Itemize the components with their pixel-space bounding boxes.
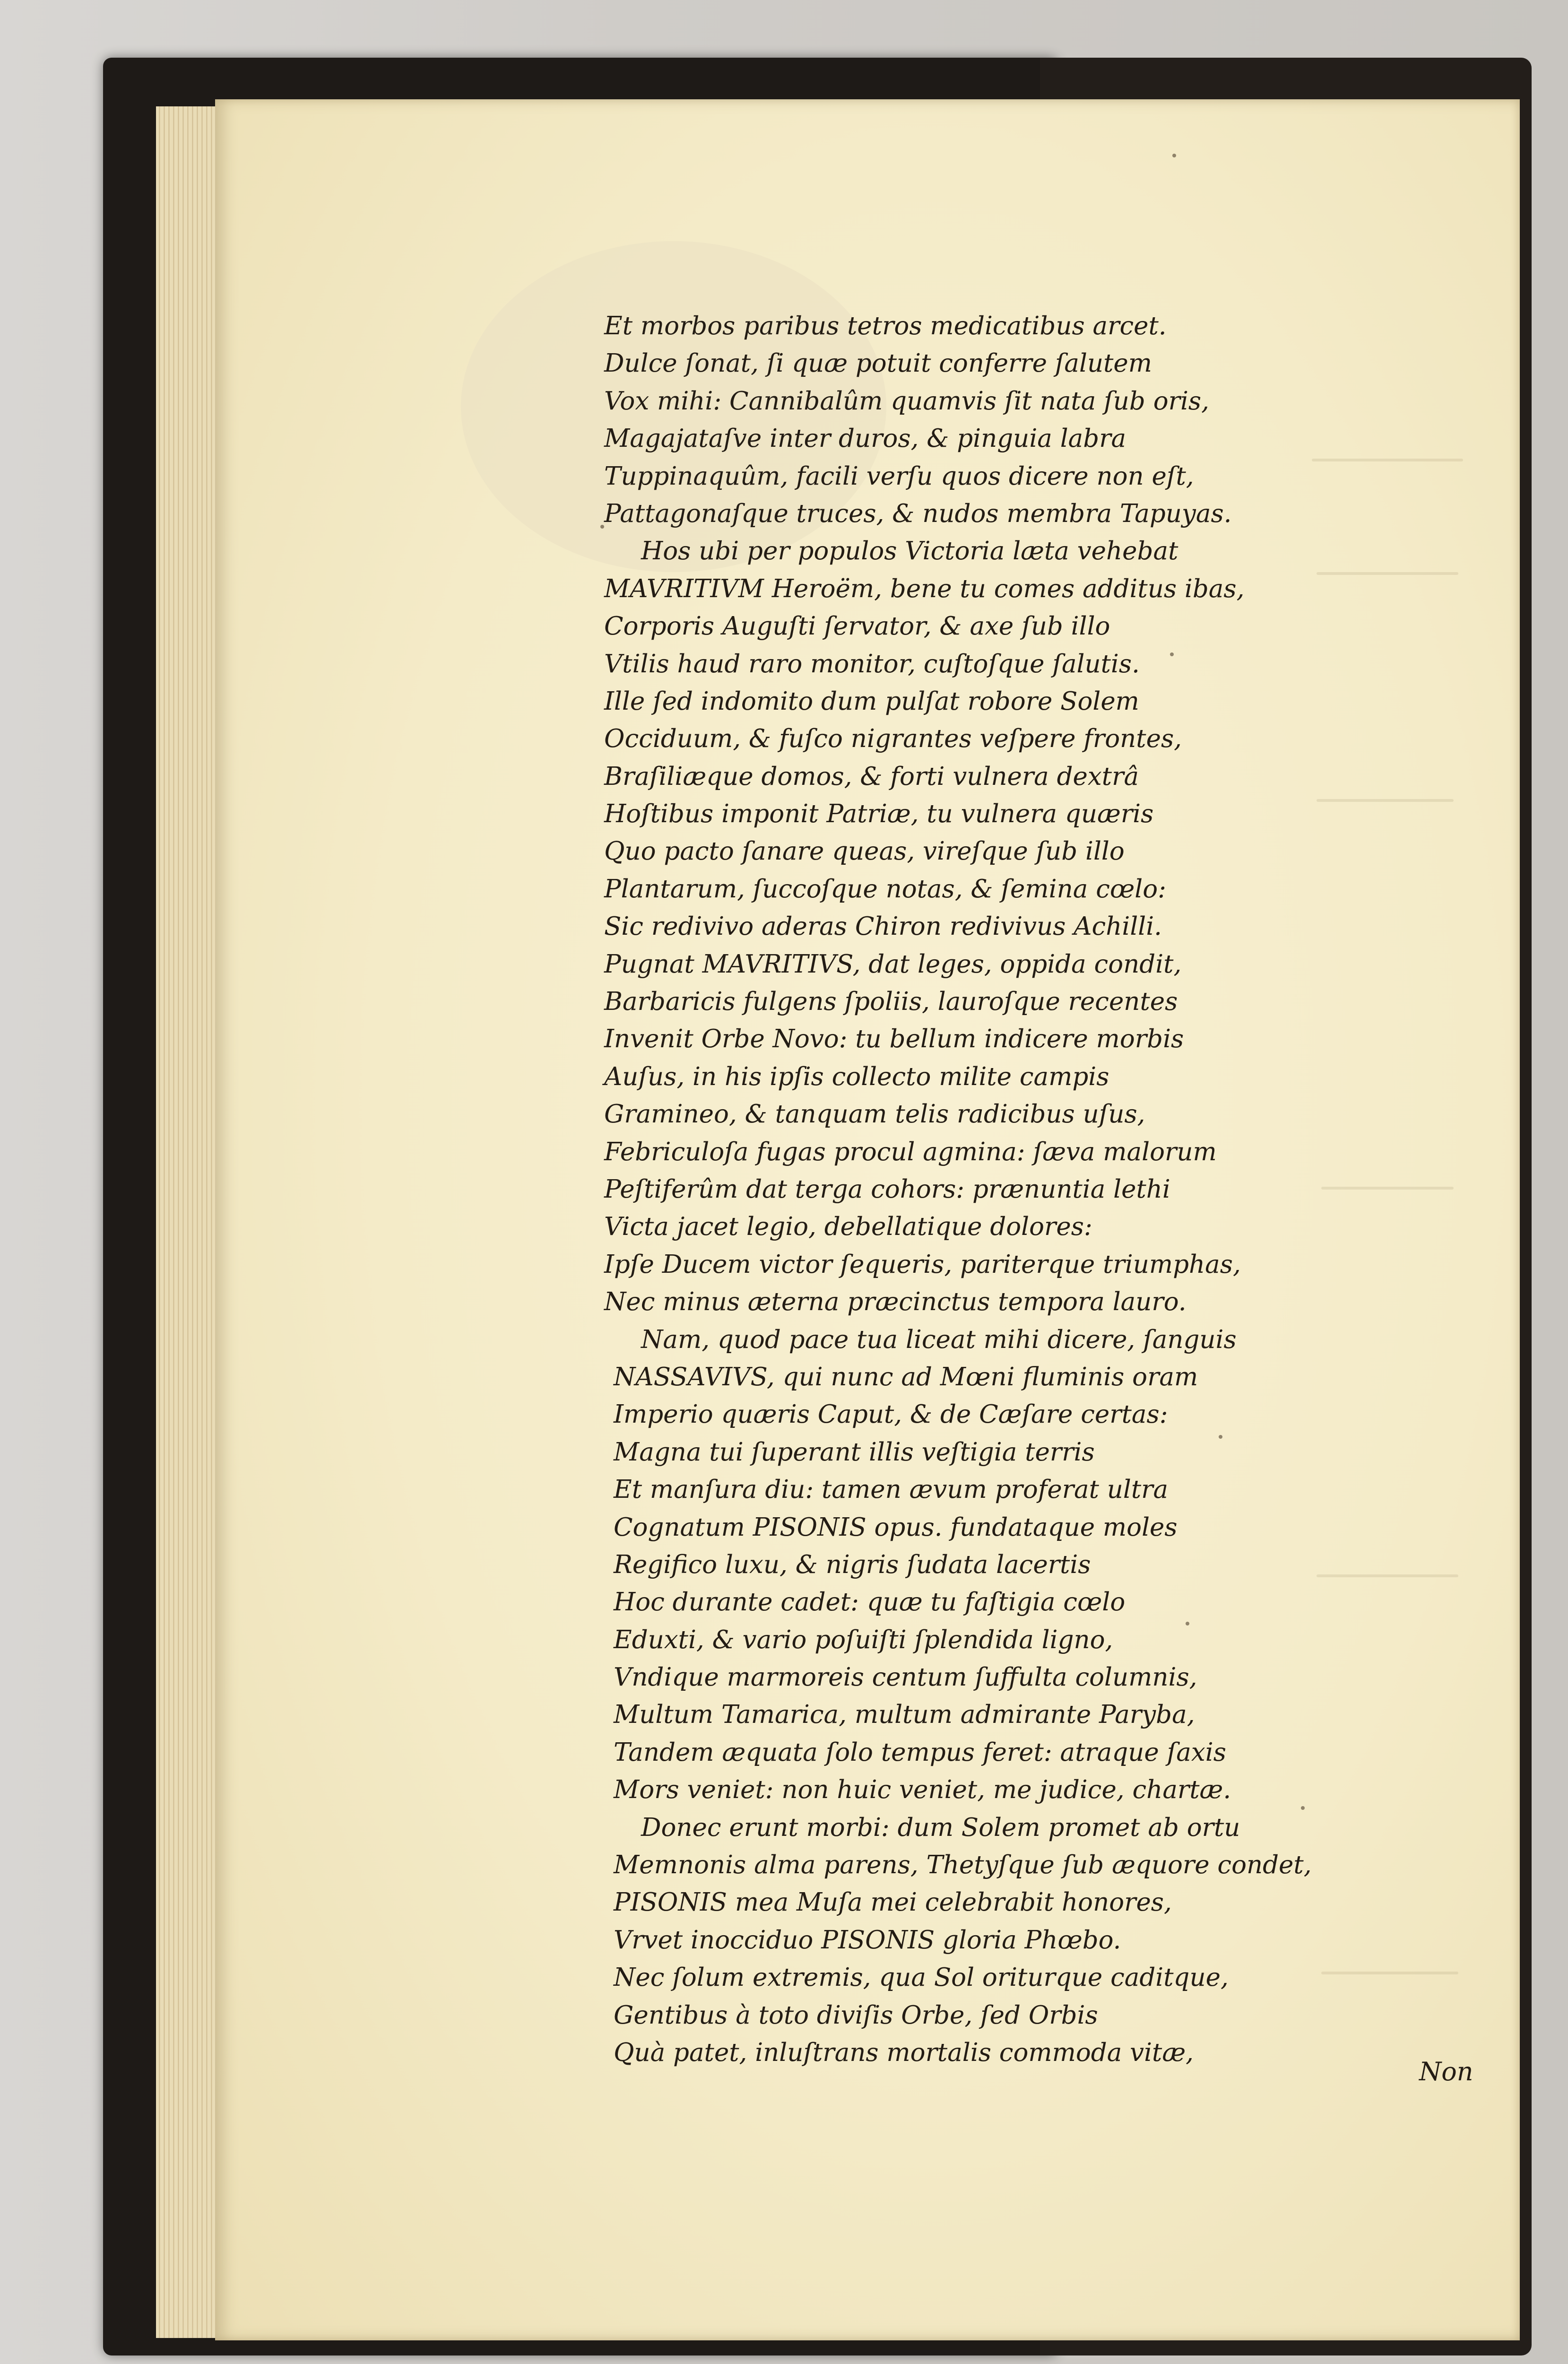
ink-speck bbox=[600, 525, 604, 529]
verse-line: Donec erunt morbi: dum Solem promet ab ortu bbox=[641, 1813, 1240, 1842]
verse-line: Corporis Auguſti ſervator, & axe ſub illo bbox=[604, 612, 1110, 641]
bleed-through-line bbox=[1321, 1187, 1454, 1190]
ink-speck bbox=[1172, 154, 1176, 157]
verse-line: Nam, quod pace tua liceat mihi dicere, ſanguis bbox=[641, 1325, 1237, 1354]
verse-line: NASSAVIVS, qui nunc ad Mœni fluminis oram bbox=[614, 1362, 1198, 1391]
verse-line: Occiduum, & fuſco nigrantes veſpere frontes, bbox=[604, 724, 1182, 754]
verse-line: Invenit Orbe Novo: tu bellum indicere morbis bbox=[604, 1025, 1184, 1054]
verse-line: Pattagonaſque truces, & nudos membra Tapuyas. bbox=[604, 499, 1232, 528]
verse-line: Dulce ſonat, ſi quæ potuit conferre ſalutem bbox=[604, 349, 1152, 378]
verse-line: Ille ſed indomito dum pulſat robore Solem bbox=[604, 687, 1139, 716]
verse-line: Et morbos paribus tetros medicatibus arcet. bbox=[604, 312, 1167, 340]
verse-line: Cognatum PISONIS opus. fundataque moles bbox=[614, 1512, 1178, 1542]
bleed-through-line bbox=[1321, 1972, 1458, 1974]
bleed-through-line bbox=[1317, 1574, 1458, 1577]
verse-line: Vndique marmoreis centum ſuffulta columnis, bbox=[614, 1663, 1197, 1692]
verse-line: Sic redivivo aderas Chiron redivivus Achilli. bbox=[604, 912, 1162, 941]
verse-line: Quo pacto ſanare queas, vireſque ſub illo bbox=[604, 837, 1125, 866]
verse-line: Peſtiferûm dat terga cohors: prænuntia lethi bbox=[604, 1174, 1170, 1204]
verse-line: Magajataſve inter duros, & pinguia labra bbox=[604, 424, 1126, 453]
verse-line: Et manſura diu: tamen ævum proferat ultra bbox=[614, 1475, 1169, 1504]
verse-line: Multum Tamarica, multum admirante Paryba, bbox=[614, 1700, 1195, 1730]
verse-line: Ipſe Ducem victor ſequeris, pariterque triumphas, bbox=[604, 1250, 1241, 1279]
verse-line: Vox mihi: Cannibalûm quamvis ſit nata ſub oris, bbox=[604, 386, 1209, 416]
verse-line: Hos ubi per populos Victoria læta vehebat bbox=[641, 537, 1178, 566]
verse-line: PISONIS mea Muſa mei celebrabit honores, bbox=[614, 1888, 1172, 1917]
ink-speck bbox=[1219, 1435, 1222, 1439]
verse-line: Nec ſolum extremis, qua Sol oriturque caditque, bbox=[614, 1963, 1229, 1992]
verse-line: Gentibus à toto diviſis Orbe, ſed Orbis bbox=[614, 2000, 1098, 2030]
verse-line: Quà patet, inluſtrans mortalis commoda vitæ, bbox=[614, 2038, 1194, 2067]
bleed-through-line bbox=[1317, 572, 1458, 575]
verse-line: Regifico luxu, & nigris ſudata lacertis bbox=[614, 1550, 1091, 1579]
verse-line: Eduxti, & vario poſuiſti ſplendida ligno, bbox=[614, 1625, 1113, 1654]
ink-speck bbox=[1301, 1806, 1305, 1810]
verse-line: Vtilis haud raro monitor, cuſtoſque ſalutis. bbox=[604, 649, 1140, 678]
verse-line: Mors veniet: non huic veniet, me judice, chartæ. bbox=[614, 1775, 1231, 1805]
verse-line: Gramineo, & tanquam telis radicibus uſus, bbox=[604, 1100, 1145, 1129]
catchword: Non bbox=[1419, 2057, 1473, 2086]
poem-text bbox=[604, 307, 1312, 2071]
verse-line: MAVRITIVM Heroëm, bene tu comes additus ibas, bbox=[604, 574, 1245, 603]
verse-line: Hoc durante cadet: quæ tu faſtigia cœlo bbox=[614, 1588, 1126, 1617]
verse-line: Vrvet inocciduo PISONIS gloria Phœbo. bbox=[614, 1925, 1121, 1955]
verse-line: Pugnat MAVRITIVS, dat leges, oppida condit, bbox=[604, 949, 1182, 979]
verse-line: Memnonis alma parens, Thetyſque ſub æquore condet, bbox=[614, 1851, 1312, 1880]
verse-line: Imperio quæris Caput, & de Cæſare certas: bbox=[614, 1400, 1168, 1429]
verse-line: Plantarum, ſuccoſque notas, & ſemina cœlo: bbox=[604, 874, 1167, 904]
ink-speck bbox=[1170, 652, 1174, 656]
verse-line: Magna tui ſuperant illis veſtigia terris bbox=[614, 1437, 1095, 1467]
verse-line: Febriculoſa fugas procul agmina: ſæva malorum bbox=[604, 1137, 1217, 1166]
bleed-through-line bbox=[1312, 459, 1463, 461]
verse-line: Hoſtibus imponit Patriæ, tu vulnera quæris bbox=[604, 800, 1154, 829]
verse-line: Barbaricis fulgens ſpoliis, lauroſque recentes bbox=[604, 987, 1178, 1017]
bleed-through-line bbox=[1317, 799, 1454, 802]
verse-line: Victa jacet legio, debellatique dolores: bbox=[604, 1212, 1092, 1242]
verse-line: Tandem æquata ſolo tempus feret: atraque ſaxis bbox=[614, 1738, 1226, 1767]
verse-line: Nec minus æterna præcinctus tempora lauro. bbox=[604, 1287, 1187, 1317]
verse-line: Braſiliæque domos, & forti vulnera dextrâ bbox=[604, 762, 1139, 791]
ink-speck bbox=[1186, 1622, 1189, 1625]
verse-line: Tuppinaquûm, facili verſu quos dicere non eſt, bbox=[604, 461, 1194, 491]
verse-line: Auſus, in his ipſis collecto milite campis bbox=[604, 1062, 1109, 1091]
